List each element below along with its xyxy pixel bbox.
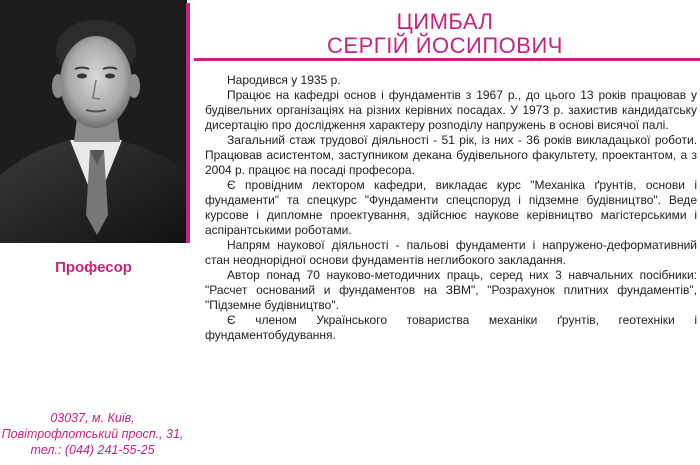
bio-paragraph-career: Працює на кафедрі основ і фундаментів з 1967 р., до цього 13 років працював у будівельних організаціях на різних керівних посадах. У 1973 р. захистив кандидатську дисертацію про дослідження характеру розподілу напружень в основі висячої палі.	[205, 88, 697, 132]
person-surname: ЦИМБАЛ	[396, 9, 494, 34]
bio-paragraph-birth: Народився у 1935 р.	[227, 73, 341, 87]
person-given-names: СЕРГІЙ ЙОСИПОВИЧ	[327, 33, 563, 58]
address-line-phone: тел.: (044) 241-55-25	[30, 443, 155, 457]
bio-paragraph-teaching: Є провідним лектором кафедри, викладає курс "Механіка ґрунтів, основи і фундаменти" та спецкурс "Фундаменти спецспоруд і підземне будівництво". Веде курсове і дипломне проектування, здійснює наукове керівництво магістерськими і аспірантськими роботами.	[205, 178, 697, 237]
address-line-city: 03037, м. Київ,	[50, 411, 135, 425]
portrait-photo	[0, 0, 187, 243]
bio-paragraph-publications: Автор понад 70 науково-методичних праць, серед них 3 навчальних посібники: "Расчет оснований и фундаментов на ЗВМ", "Розрахунок плитних фундаментів", "Підземне будівництво".	[205, 268, 697, 312]
address-line-street: Повітрофлотський просп., 31,	[1, 427, 184, 441]
bio-paragraph-research: Напрям наукової діяльності - пальові фундаменти і напружено-деформативний стан неоднорідної основи фундаментів неглибокого закладання.	[205, 238, 697, 267]
bio-paragraph-experience: Загальний стаж трудової діяльності - 51 рік, із них - 36 років викладацької роботи. Працював асистентом, заступником декана будівельного факультету, проектантом, а з 2004 р. працює на посаді професора.	[205, 133, 697, 177]
bio-paragraph-membership: Є членом Українського товариства механіки ґрунтів, геотехніки і фундаментобудування.	[205, 313, 697, 342]
biography	[205, 73, 697, 343]
position-title: Професор	[55, 259, 132, 276]
contact-address	[0, 410, 185, 458]
accent-bar-horizontal	[194, 58, 700, 61]
